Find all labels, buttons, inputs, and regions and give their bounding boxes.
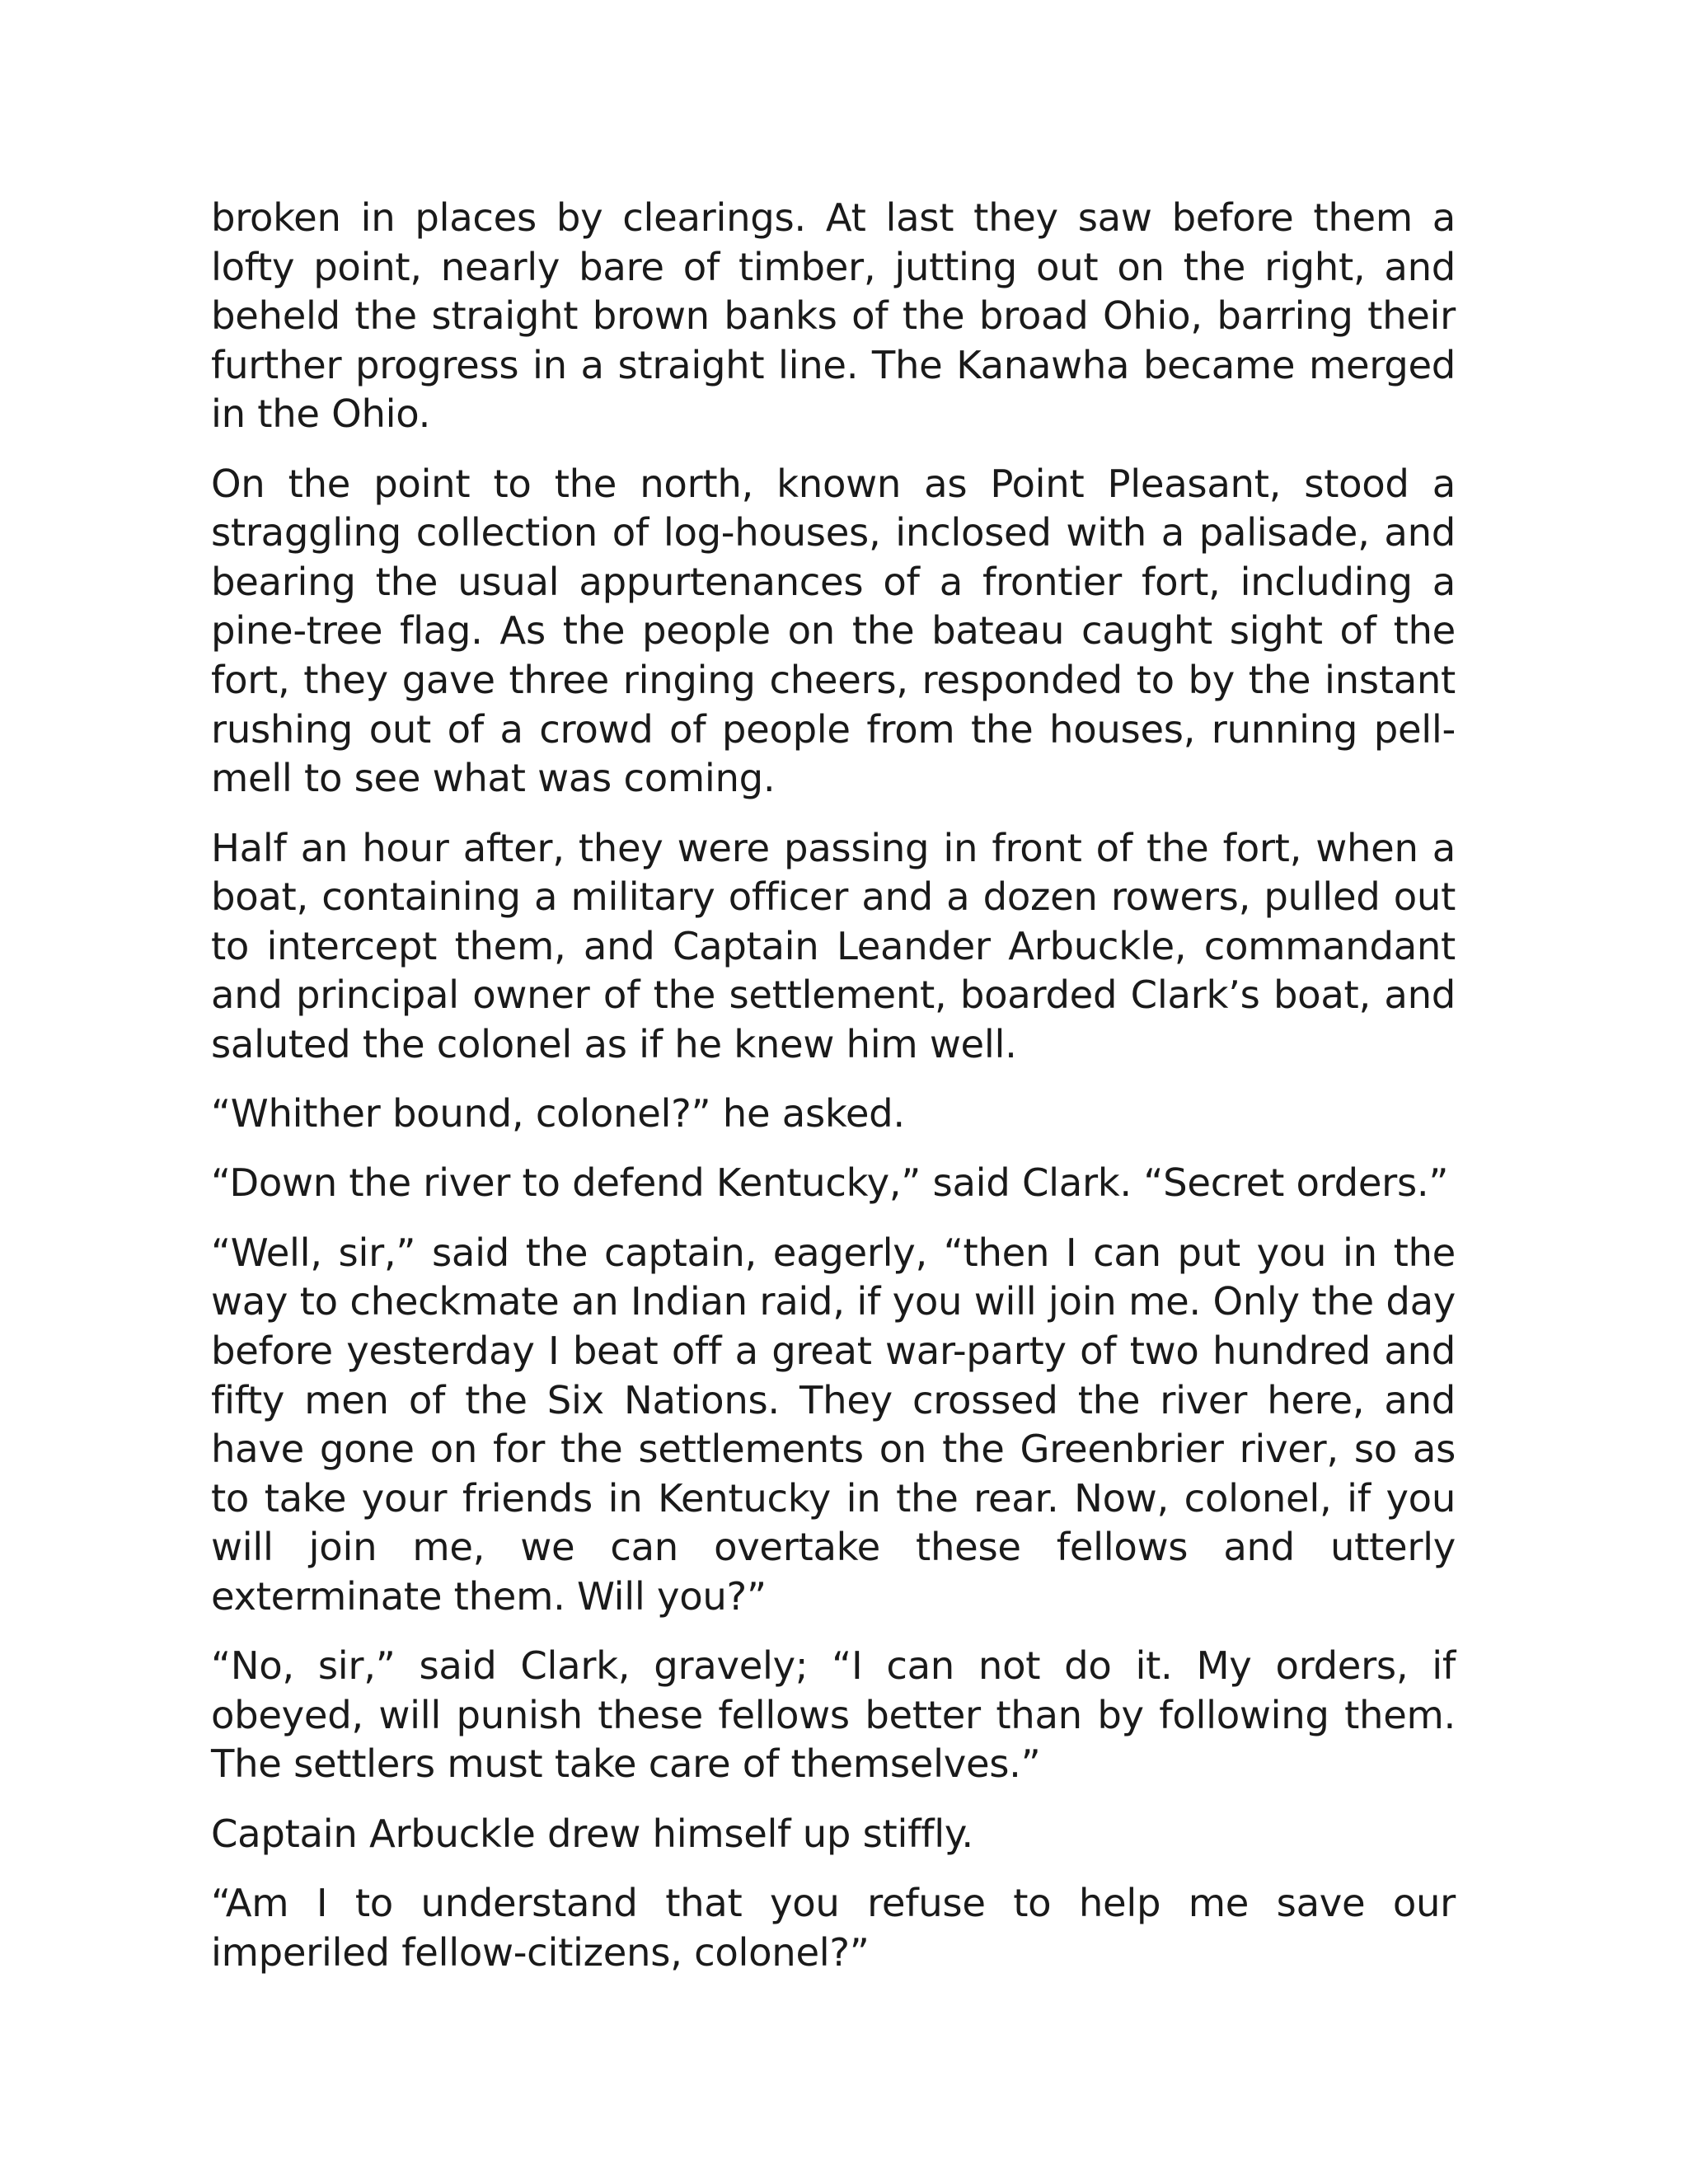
paragraph-7: “No, sir,” said Clark, gravely; “I can not do it. My orders, if obeyed, will punish these fellows better than by following them. The settlers must take care of themselves.” <box>211 1643 1456 1787</box>
paragraph-9: “Am I to understand that you refuse to help me save our imperiled fellow-citizens, colonel?” <box>211 1880 1456 1975</box>
paragraph-1: broken in places by clearings. At last they saw before them a lofty point, nearly bare of timber, jutting out on the right, and beheld the straight brown banks of the broad Ohio, barring their further progress in a straight line. The Kanawha became merged in the Ohio. <box>211 195 1456 437</box>
paragraph-5: “Down the river to defend Kentucky,” said Clark. “Secret orders.” <box>211 1160 1449 1206</box>
paragraph-2: On the point to the north, known as Point Pleasant, stood a straggling collection of log-houses, inclosed with a palisade, and bearing the usual appurtenances of a frontier fort, including a pine-tree flag. As the people on the bateau caught sight of the fort, they gave three ringing cheers, responded to by the instant rushing out of a crowd of people from the houses, running pell-mell to see what was coming. <box>211 461 1456 801</box>
paragraph-6: “Well, sir,” said the captain, eagerly, “then I can put you in the way to checkmate an Indian raid, if you will join me. Only the day before yesterday I beat off a great war-party of two hundred and fifty men of the Six Nations. They crossed the river here, and have gone on for the settlements on the Greenbrier river, so as to take your friends in Kentucky in the rear. Now, colonel, if you will join me, we can overtake these fellows and utterly exterminate them. Will you?” <box>211 1230 1456 1619</box>
paragraph-3: Half an hour after, they were passing in front of the fort, when a boat, containing a military officer and a dozen rowers, pulled out to intercept them, and Captain Leander Arbuckle, commandant and principal owner of the settlement, boarded Clark’s boat, and saluted the colonel as if he knew him well. <box>211 825 1456 1066</box>
page-body <box>211 194 1456 1998</box>
paragraph-4: “Whither bound, colonel?” he asked. <box>211 1091 905 1137</box>
paragraph-8: Captain Arbuckle drew himself up stiffly. <box>211 1811 973 1856</box>
